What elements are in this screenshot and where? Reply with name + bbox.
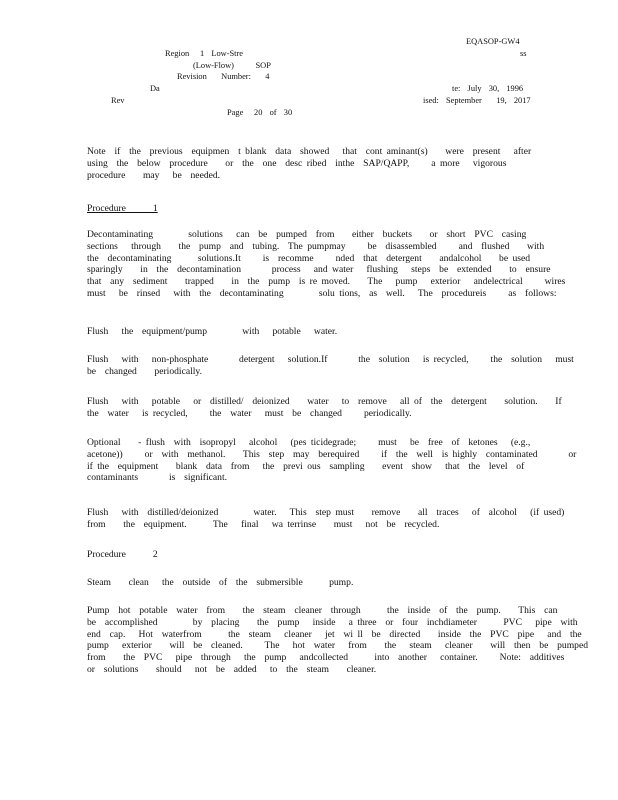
step-line: pump exterior will be cleaned. The hot water from the steam cleaner will then be pumped (87, 640, 589, 652)
step-flush-potable (87, 326, 527, 338)
header-date-prefix: Da (150, 84, 160, 93)
step-distilled (87, 396, 562, 420)
step-line: Optional - flush with isopropyl alcohol (pes ticidegrade; must be free of ketones (e.g., (87, 437, 531, 448)
procedure-1-line: sections through the pump and tubing. The pumpmay be disassembled and flushed with (87, 240, 545, 252)
step-line: if the equipment blank data from the previ ous sampling event show that the level of (87, 460, 525, 472)
step-line: contaminants is significant. (87, 472, 228, 484)
header-flow-line: (Low-Flow) SOP (193, 61, 271, 70)
header-region-line: Region 1 Low-Stre (165, 49, 243, 58)
step-line: the water is recycled, the water must be changed periodically. (87, 407, 412, 419)
header-date-value: te: July 30, 1996 (452, 84, 524, 93)
step-nonphosphate (87, 354, 574, 378)
procedure-1-line: Decontaminating solutions can be pumped from either buckets or short PVC casing (87, 229, 527, 240)
step-line: Steam clean the outside of the submersible pump. (87, 577, 354, 588)
step-line: Flush with non-phosphate detergent solution.If the solution is recycled, the solution must (87, 354, 574, 365)
intro-line: using the below procedure or the one desc ribed inthe SAP/QAPP, a more vigorous (87, 157, 507, 169)
header-page-number: Page 20 of 30 (227, 108, 293, 117)
procedure-1-paragraph (87, 229, 566, 300)
step-line: be accomplished by placing the pump inside a three or four inchdiameter PVC pipe with (87, 616, 578, 628)
intro-line: Note if the previous equipmen t blank data showed that cont aminant(s) were present after (87, 146, 532, 157)
procedure-1-line: sparingly in the decontamination process and water flushing steps be extended to ensure (87, 264, 551, 276)
step-line: Flush with distilled/deionized water. This step must remove all traces of alcohol (if used) (87, 507, 565, 518)
procedure-2-heading: Procedure 2 (87, 549, 158, 560)
step-line: acetone)) or with methanol. This step may berequired if the well is highly contaminated or (87, 448, 577, 460)
step-steam-clean (87, 577, 527, 589)
procedure-1-heading: Procedure 1 (87, 203, 158, 214)
step-line: Flush with potable or distilled/ deionized water to remove all of the detergent solution. If (87, 396, 562, 407)
step-line: be changed periodically. (87, 365, 203, 377)
step-line: or solutions should not be added to the steam cleaner. (87, 663, 377, 675)
step-line: Flush the equipment/pump with potable water. (87, 326, 338, 337)
step-line: end cap. Hot waterfrom the steam cleaner jet wi ll be directed inside the PVC pipe and the (87, 628, 582, 640)
doc-id: EQASOP-GW4 (466, 37, 520, 46)
step-line: from the PVC pipe through the pump andcollected into another container. Note: additives (87, 652, 565, 664)
header-rev-prefix: Rev (111, 96, 125, 105)
step-line: from the equipment. The final wa terrinse must not be recycled. (87, 518, 440, 530)
step-optional (87, 437, 577, 484)
procedure-1-line: must be rinsed with the decontaminating solu tions, as well. The procedureis as follows: (87, 287, 557, 299)
intro-paragraph (87, 146, 532, 181)
header-revision-line: Revision Number: 4 (177, 72, 270, 81)
header-revised-value: ised: September 19, 2017 (423, 96, 531, 105)
header-region-suffix: ss (520, 49, 527, 58)
step-final-rinse (87, 507, 565, 531)
procedure-1-line: that any sediment trapped in the pump is re moved. The pump exterior andelectrical wires (87, 276, 566, 288)
step-line: Pump hot potable water from the steam cleaner through the inside of the pump. This can (87, 605, 558, 616)
procedure-1-line: the decontaminating solutions.It is recomme nded that detergent andalcohol be used (87, 252, 531, 264)
intro-line: procedure may be needed. (87, 169, 221, 181)
step-hot-water (87, 605, 589, 676)
